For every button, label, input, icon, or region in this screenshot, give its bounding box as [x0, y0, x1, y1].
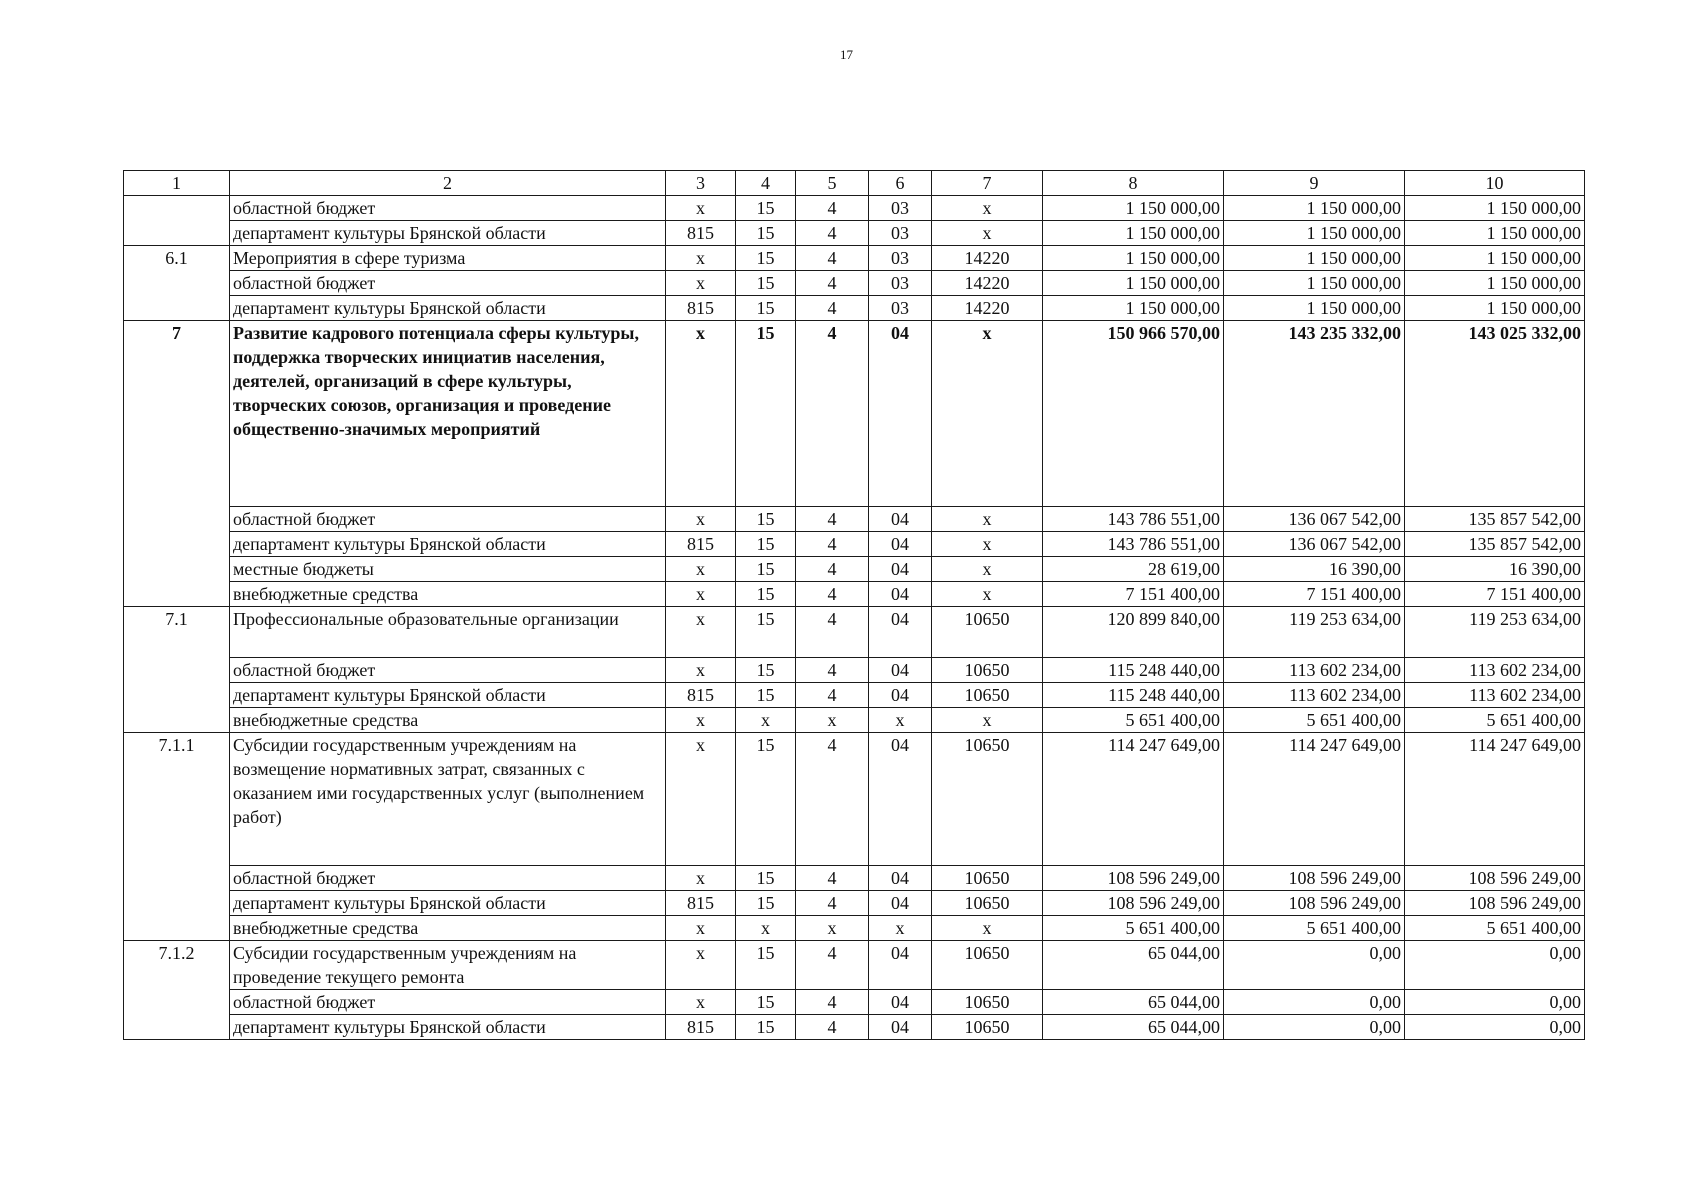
cell-col6: 04	[869, 683, 932, 708]
cell-col6: 04	[869, 990, 932, 1015]
value-col10: 135 857 542,00	[1405, 507, 1585, 532]
value-col10: 113 602 234,00	[1405, 683, 1585, 708]
cell-col4: х	[736, 916, 796, 941]
cell-col7: х	[932, 708, 1043, 733]
cell-col5: 4	[796, 941, 869, 990]
value-col8: 65 044,00	[1043, 941, 1224, 990]
row-name-cell: Профессиональные образовательные организации	[230, 607, 666, 658]
table-row	[124, 582, 1585, 607]
row-name-cell: департамент культуры Брянской области	[230, 296, 666, 321]
value-col8: 114 247 649,00	[1043, 733, 1224, 866]
cell-col4: 15	[736, 532, 796, 557]
value-col8: 108 596 249,00	[1043, 891, 1224, 916]
value-col10: 1 150 000,00	[1405, 221, 1585, 246]
value-col10: 143 025 332,00	[1405, 321, 1585, 507]
column-header: 6	[869, 171, 932, 196]
cell-col4: 15	[736, 607, 796, 658]
value-col8: 1 150 000,00	[1043, 296, 1224, 321]
column-header: 1	[124, 171, 230, 196]
table-row	[124, 271, 1585, 296]
cell-col3: х	[666, 733, 736, 866]
row-name-cell: департамент культуры Брянской области	[230, 683, 666, 708]
cell-col7: 10650	[932, 658, 1043, 683]
row-name-cell: местные бюджеты	[230, 557, 666, 582]
cell-col4: 15	[736, 296, 796, 321]
value-col10: 1 150 000,00	[1405, 196, 1585, 221]
cell-col5: 4	[796, 271, 869, 296]
value-col8: 28 619,00	[1043, 557, 1224, 582]
row-name-cell: департамент культуры Брянской области	[230, 532, 666, 557]
value-col9: 108 596 249,00	[1224, 891, 1405, 916]
cell-col5: 4	[796, 321, 869, 507]
value-col8: 7 151 400,00	[1043, 582, 1224, 607]
cell-col4: 15	[736, 557, 796, 582]
cell-col4: 15	[736, 321, 796, 507]
value-col10: 1 150 000,00	[1405, 271, 1585, 296]
cell-col6: 03	[869, 296, 932, 321]
cell-col5: 4	[796, 532, 869, 557]
table-row	[124, 866, 1585, 891]
value-col9: 136 067 542,00	[1224, 507, 1405, 532]
cell-col6: 04	[869, 658, 932, 683]
table-row	[124, 891, 1585, 916]
value-col9: 1 150 000,00	[1224, 196, 1405, 221]
cell-col7: х	[932, 507, 1043, 532]
table-row	[124, 990, 1585, 1015]
cell-col3: х	[666, 708, 736, 733]
table-row	[124, 321, 1585, 507]
row-name-cell: Субсидии государственным учреждениям на возмещение нормативных затрат, связанных с оказанием ими государственных услуг (выполнением работ)	[230, 733, 666, 866]
cell-col6: 04	[869, 866, 932, 891]
value-col8: 143 786 551,00	[1043, 507, 1224, 532]
row-name-cell: департамент культуры Брянской области	[230, 1015, 666, 1040]
cell-col5: 4	[796, 296, 869, 321]
cell-col7: 10650	[932, 683, 1043, 708]
value-col8: 1 150 000,00	[1043, 221, 1224, 246]
row-name-cell: Мероприятия в сфере туризма	[230, 246, 666, 271]
table-row	[124, 196, 1585, 221]
value-col10: 108 596 249,00	[1405, 866, 1585, 891]
cell-col5: 4	[796, 866, 869, 891]
value-col9: 143 235 332,00	[1224, 321, 1405, 507]
table-row	[124, 658, 1585, 683]
cell-col7: 10650	[932, 891, 1043, 916]
value-col9: 1 150 000,00	[1224, 221, 1405, 246]
cell-col5: 4	[796, 1015, 869, 1040]
cell-col5: 4	[796, 557, 869, 582]
value-col10: 5 651 400,00	[1405, 916, 1585, 941]
table-row	[124, 296, 1585, 321]
value-col9: 16 390,00	[1224, 557, 1405, 582]
row-number-cell: 7	[124, 321, 230, 607]
value-col9: 113 602 234,00	[1224, 683, 1405, 708]
cell-col7: х	[932, 221, 1043, 246]
value-col10: 119 253 634,00	[1405, 607, 1585, 658]
table-row	[124, 708, 1585, 733]
cell-col3: 815	[666, 532, 736, 557]
cell-col5: 4	[796, 582, 869, 607]
value-col9: 1 150 000,00	[1224, 246, 1405, 271]
value-col8: 5 651 400,00	[1043, 708, 1224, 733]
value-col9: 5 651 400,00	[1224, 916, 1405, 941]
value-col9: 1 150 000,00	[1224, 271, 1405, 296]
cell-col4: 15	[736, 196, 796, 221]
value-col9: 113 602 234,00	[1224, 658, 1405, 683]
row-number-cell: 7.1	[124, 607, 230, 733]
table-row	[124, 532, 1585, 557]
cell-col3: 815	[666, 1015, 736, 1040]
column-header: 3	[666, 171, 736, 196]
cell-col7: 10650	[932, 607, 1043, 658]
cell-col7: 10650	[932, 990, 1043, 1015]
row-number-cell: 6.1	[124, 246, 230, 321]
cell-col3: х	[666, 607, 736, 658]
value-col10: 7 151 400,00	[1405, 582, 1585, 607]
table-header-row	[124, 171, 1585, 196]
value-col8: 120 899 840,00	[1043, 607, 1224, 658]
row-name-cell: внебюджетные средства	[230, 582, 666, 607]
cell-col3: х	[666, 990, 736, 1015]
row-name-cell: областной бюджет	[230, 658, 666, 683]
cell-col6: 04	[869, 321, 932, 507]
cell-col3: х	[666, 557, 736, 582]
cell-col4: 15	[736, 271, 796, 296]
table-row	[124, 916, 1585, 941]
value-col10: 114 247 649,00	[1405, 733, 1585, 866]
cell-col3: х	[666, 582, 736, 607]
cell-col3: х	[666, 941, 736, 990]
cell-col5: 4	[796, 221, 869, 246]
cell-col7: х	[932, 196, 1043, 221]
cell-col4: 15	[736, 246, 796, 271]
column-header: 4	[736, 171, 796, 196]
cell-col7: 14220	[932, 271, 1043, 296]
value-col8: 115 248 440,00	[1043, 683, 1224, 708]
cell-col7: 10650	[932, 866, 1043, 891]
table-row	[124, 733, 1585, 866]
value-col10: 0,00	[1405, 1015, 1585, 1040]
value-col9: 114 247 649,00	[1224, 733, 1405, 866]
cell-col7: 10650	[932, 1015, 1043, 1040]
row-name-cell: областной бюджет	[230, 196, 666, 221]
value-col10: 16 390,00	[1405, 557, 1585, 582]
cell-col5: 4	[796, 990, 869, 1015]
cell-col3: х	[666, 507, 736, 532]
cell-col4: 15	[736, 582, 796, 607]
cell-col5: х	[796, 708, 869, 733]
cell-col4: 15	[736, 866, 796, 891]
row-name-cell: внебюджетные средства	[230, 916, 666, 941]
table-row	[124, 221, 1585, 246]
row-number-cell	[124, 196, 230, 246]
value-col9: 108 596 249,00	[1224, 866, 1405, 891]
value-col8: 143 786 551,00	[1043, 532, 1224, 557]
cell-col4: х	[736, 708, 796, 733]
cell-col4: 15	[736, 891, 796, 916]
value-col8: 115 248 440,00	[1043, 658, 1224, 683]
row-name-cell: департамент культуры Брянской области	[230, 221, 666, 246]
value-col8: 65 044,00	[1043, 990, 1224, 1015]
cell-col6: х	[869, 916, 932, 941]
cell-col4: 15	[736, 1015, 796, 1040]
value-col10: 5 651 400,00	[1405, 708, 1585, 733]
cell-col3: х	[666, 196, 736, 221]
table-row	[124, 507, 1585, 532]
column-header: 2	[230, 171, 666, 196]
value-col9: 0,00	[1224, 990, 1405, 1015]
cell-col7: х	[932, 532, 1043, 557]
cell-col6: 03	[869, 271, 932, 296]
cell-col6: 04	[869, 507, 932, 532]
column-header: 7	[932, 171, 1043, 196]
cell-col6: 04	[869, 582, 932, 607]
value-col9: 119 253 634,00	[1224, 607, 1405, 658]
cell-col3: х	[666, 246, 736, 271]
cell-col5: 4	[796, 246, 869, 271]
value-col10: 1 150 000,00	[1405, 296, 1585, 321]
cell-col4: 15	[736, 990, 796, 1015]
cell-col4: 15	[736, 221, 796, 246]
value-col8: 65 044,00	[1043, 1015, 1224, 1040]
cell-col7: 10650	[932, 733, 1043, 866]
cell-col3: х	[666, 321, 736, 507]
value-col9: 7 151 400,00	[1224, 582, 1405, 607]
value-col8: 150 966 570,00	[1043, 321, 1224, 507]
cell-col3: 815	[666, 891, 736, 916]
cell-col5: 4	[796, 683, 869, 708]
cell-col3: 815	[666, 683, 736, 708]
row-number-cell: 7.1.1	[124, 733, 230, 941]
value-col8: 1 150 000,00	[1043, 246, 1224, 271]
cell-col6: 03	[869, 196, 932, 221]
value-col10: 108 596 249,00	[1405, 891, 1585, 916]
row-name-cell: Развитие кадрового потенциала сферы культуры, поддержка творческих инициатив населения, деятелей, организаций в сфере культуры, творческих союзов, организация и проведение общественно-значимых мероприятий	[230, 321, 666, 507]
column-header: 8	[1043, 171, 1224, 196]
budget-table	[123, 170, 1585, 1040]
value-col8: 108 596 249,00	[1043, 866, 1224, 891]
column-header: 10	[1405, 171, 1585, 196]
page-number: 17	[840, 47, 853, 62]
cell-col5: 4	[796, 196, 869, 221]
cell-col7: 14220	[932, 246, 1043, 271]
cell-col5: 4	[796, 607, 869, 658]
cell-col3: х	[666, 658, 736, 683]
cell-col3: х	[666, 866, 736, 891]
cell-col5: 4	[796, 733, 869, 866]
value-col8: 1 150 000,00	[1043, 196, 1224, 221]
row-name-cell: областной бюджет	[230, 866, 666, 891]
row-name-cell: внебюджетные средства	[230, 708, 666, 733]
row-name-cell: Субсидии государственным учреждениям на проведение текущего ремонта	[230, 941, 666, 990]
cell-col3: х	[666, 916, 736, 941]
cell-col6: 04	[869, 891, 932, 916]
value-col10: 1 150 000,00	[1405, 246, 1585, 271]
cell-col6: 04	[869, 941, 932, 990]
table-row	[124, 557, 1585, 582]
table-row	[124, 941, 1585, 990]
column-header: 9	[1224, 171, 1405, 196]
cell-col4: 15	[736, 507, 796, 532]
cell-col6: 04	[869, 532, 932, 557]
table-row	[124, 1015, 1585, 1040]
table-row	[124, 683, 1585, 708]
cell-col3: 815	[666, 221, 736, 246]
row-name-cell: областной бюджет	[230, 990, 666, 1015]
value-col9: 0,00	[1224, 1015, 1405, 1040]
cell-col5: 4	[796, 658, 869, 683]
value-col8: 5 651 400,00	[1043, 916, 1224, 941]
cell-col6: х	[869, 708, 932, 733]
cell-col5: 4	[796, 891, 869, 916]
table-row	[124, 246, 1585, 271]
cell-col5: 4	[796, 507, 869, 532]
value-col9: 5 651 400,00	[1224, 708, 1405, 733]
row-name-cell: областной бюджет	[230, 507, 666, 532]
cell-col3: х	[666, 271, 736, 296]
value-col9: 0,00	[1224, 941, 1405, 990]
cell-col7: х	[932, 321, 1043, 507]
cell-col7: х	[932, 582, 1043, 607]
cell-col7: х	[932, 916, 1043, 941]
row-number-cell: 7.1.2	[124, 941, 230, 1040]
cell-col3: 815	[666, 296, 736, 321]
value-col9: 1 150 000,00	[1224, 296, 1405, 321]
row-name-cell: департамент культуры Брянской области	[230, 891, 666, 916]
value-col10: 0,00	[1405, 941, 1585, 990]
value-col8: 1 150 000,00	[1043, 271, 1224, 296]
value-col10: 135 857 542,00	[1405, 532, 1585, 557]
row-name-cell: областной бюджет	[230, 271, 666, 296]
cell-col6: 03	[869, 246, 932, 271]
cell-col5: х	[796, 916, 869, 941]
value-col9: 136 067 542,00	[1224, 532, 1405, 557]
cell-col6: 04	[869, 607, 932, 658]
value-col10: 113 602 234,00	[1405, 658, 1585, 683]
column-header: 5	[796, 171, 869, 196]
table-row	[124, 607, 1585, 658]
cell-col6: 04	[869, 1015, 932, 1040]
cell-col4: 15	[736, 941, 796, 990]
cell-col7: х	[932, 557, 1043, 582]
cell-col7: 14220	[932, 296, 1043, 321]
cell-col6: 04	[869, 557, 932, 582]
value-col10: 0,00	[1405, 990, 1585, 1015]
cell-col4: 15	[736, 733, 796, 866]
cell-col4: 15	[736, 658, 796, 683]
cell-col6: 04	[869, 733, 932, 866]
cell-col7: 10650	[932, 941, 1043, 990]
cell-col4: 15	[736, 683, 796, 708]
cell-col6: 03	[869, 221, 932, 246]
